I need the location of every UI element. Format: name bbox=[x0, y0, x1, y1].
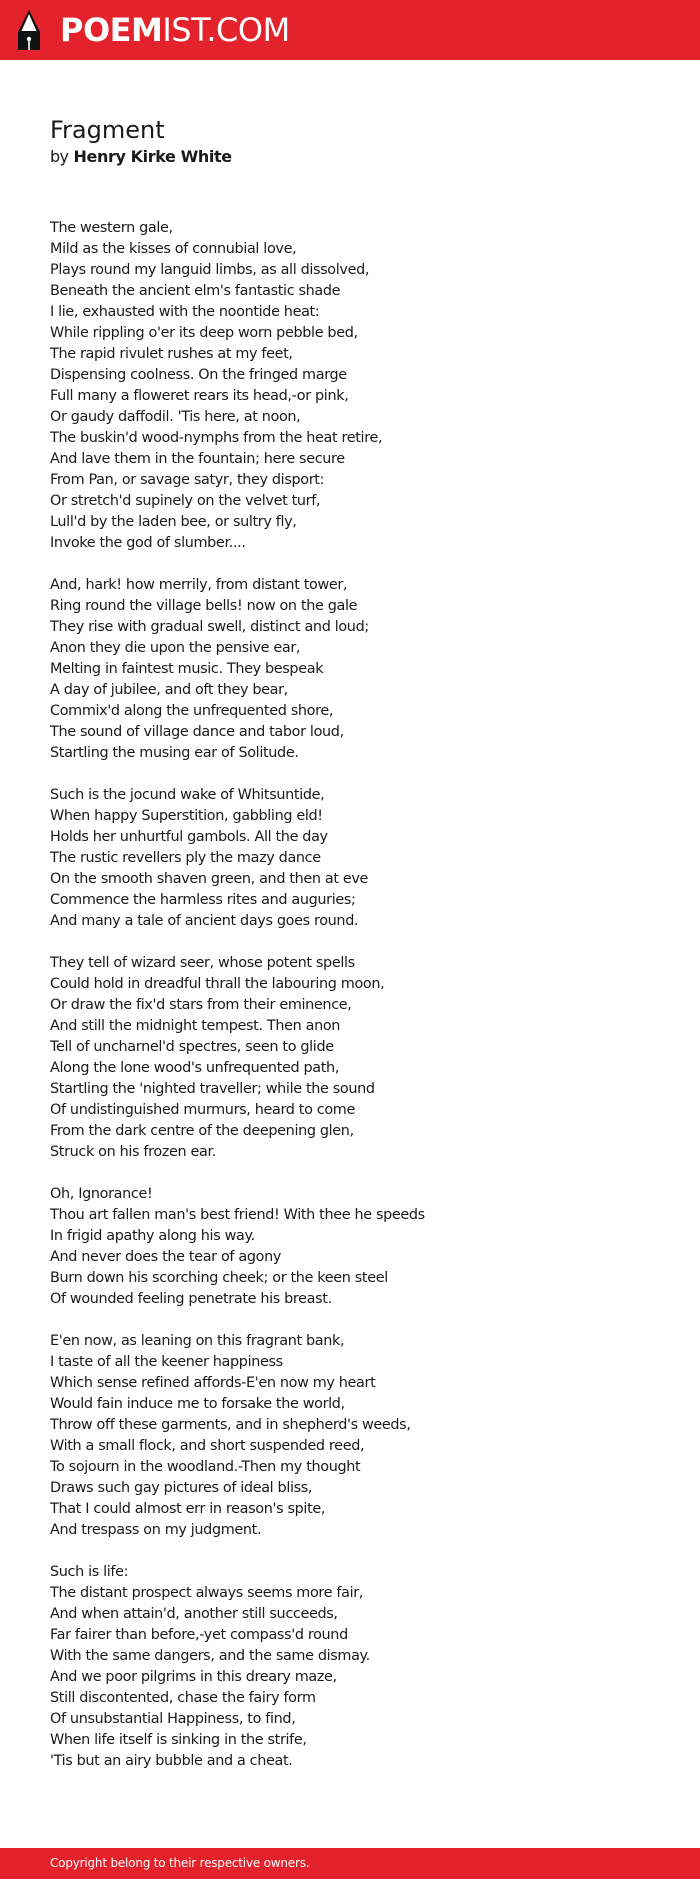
poem-line: Commix'd along the unfrequented shore, bbox=[50, 703, 334, 719]
poem-line: When happy Superstition, gabbling eld! bbox=[50, 808, 323, 824]
poem-line: Thou art fallen man's best friend! With thee he speeds bbox=[50, 1207, 425, 1223]
stanza bbox=[50, 1562, 670, 1772]
logo-text bbox=[60, 8, 290, 52]
poem-line: Such is life: bbox=[50, 1564, 129, 1580]
poem-line: When life itself is sinking in the strife, bbox=[50, 1732, 307, 1748]
poem-line: Would fain induce me to forsake the world, bbox=[50, 1396, 345, 1412]
pen-nib-icon bbox=[16, 8, 42, 52]
poem-line: Invoke the god of slumber.... bbox=[50, 535, 246, 551]
poem-line: The rapid rivulet rushes at my feet, bbox=[50, 346, 293, 362]
stanza bbox=[50, 1184, 670, 1310]
poem-line: The distant prospect always seems more fair, bbox=[50, 1585, 364, 1601]
poem-line: From the dark centre of the deepening glen, bbox=[50, 1123, 354, 1139]
poem-line: I lie, exhausted with the noontide heat: bbox=[50, 304, 320, 320]
poem-heading bbox=[50, 114, 650, 168]
poem-line: Oh, Ignorance! bbox=[50, 1186, 153, 1202]
copyright-notice: Copyright belong to their respective owners. bbox=[50, 1856, 310, 1870]
poem-line: Anon they die upon the pensive ear, bbox=[50, 640, 301, 656]
poem-line: Still discontented, chase the fairy form bbox=[50, 1690, 316, 1706]
poem-line: Holds her unhurtful gambols. All the day bbox=[50, 829, 328, 845]
poem-line: Draws such gay pictures of ideal bliss, bbox=[50, 1480, 313, 1496]
stanza bbox=[50, 1331, 670, 1541]
poem-line: 'Tis but an airy bubble and a cheat. bbox=[50, 1753, 293, 1769]
poem-line: While rippling o'er its deep worn pebble bed, bbox=[50, 325, 358, 341]
poem-line: The rustic revellers ply the mazy dance bbox=[50, 850, 321, 866]
poem-line: Far fairer than before,-yet compass'd round bbox=[50, 1627, 348, 1643]
poem-line: Full many a floweret rears its head,-or pink, bbox=[50, 388, 349, 404]
poem-line: And we poor pilgrims in this dreary maze, bbox=[50, 1669, 337, 1685]
poem-title: Fragment bbox=[50, 116, 165, 144]
by-label: by bbox=[50, 147, 69, 166]
poem-line: Such is the jocund wake of Whitsuntide, bbox=[50, 787, 325, 803]
site-logo[interactable] bbox=[16, 8, 290, 52]
site-header bbox=[0, 0, 700, 60]
poem-line: A day of jubilee, and oft they bear, bbox=[50, 682, 288, 698]
poem-line: And lave them in the fountain; here secure bbox=[50, 451, 345, 467]
poem-line: And many a tale of ancient days goes round. bbox=[50, 913, 359, 929]
poem-line: Lull'd by the laden bee, or sultry fly, bbox=[50, 514, 297, 530]
poem-line: Of undistinguished murmurs, heard to come bbox=[50, 1102, 355, 1118]
poem-line: I taste of all the keener happiness bbox=[50, 1354, 283, 1370]
poem-line: Of unsubstantial Happiness, to find, bbox=[50, 1711, 296, 1727]
poem-line: The western gale, bbox=[50, 220, 173, 236]
poem-line: The buskin'd wood-nymphs from the heat retire, bbox=[50, 430, 383, 446]
poem-line: Ring round the village bells! now on the gale bbox=[50, 598, 358, 614]
stanza bbox=[50, 575, 670, 764]
poem-line: Or draw the fix'd stars from their eminence, bbox=[50, 997, 352, 1013]
poem-line: Plays round my languid limbs, as all dissolved, bbox=[50, 262, 370, 278]
poem-line: Mild as the kisses of connubial love, bbox=[50, 241, 297, 257]
poem-line: Beneath the ancient elm's fantastic shade bbox=[50, 283, 341, 299]
poem-line: Struck on his frozen ear. bbox=[50, 1144, 216, 1160]
poem-line: Which sense refined affords-E'en now my heart bbox=[50, 1375, 376, 1391]
poem-line: The sound of village dance and tabor loud, bbox=[50, 724, 344, 740]
logo-text-light: IST.COM bbox=[162, 11, 290, 49]
poem-byline bbox=[50, 146, 650, 168]
poem-line: In frigid apathy along his way. bbox=[50, 1228, 255, 1244]
poem-line: With a small flock, and short suspended reed, bbox=[50, 1438, 365, 1454]
stanza bbox=[50, 953, 670, 1163]
poem-line: E'en now, as leaning on this fragrant bank, bbox=[50, 1333, 345, 1349]
poem-line: Or stretch'd supinely on the velvet turf, bbox=[50, 493, 321, 509]
stanza bbox=[50, 785, 670, 932]
poem-body bbox=[50, 218, 670, 1793]
poem-line: That I could almost err in reason's spite, bbox=[50, 1501, 326, 1517]
site-footer bbox=[0, 1848, 700, 1879]
poem-line: From Pan, or savage satyr, they disport: bbox=[50, 472, 325, 488]
poem-line: To sojourn in the woodland.-Then my thought bbox=[50, 1459, 361, 1475]
poem-line: Burn down his scorching cheek; or the keen steel bbox=[50, 1270, 388, 1286]
poem-line: And still the midnight tempest. Then anon bbox=[50, 1018, 341, 1034]
poem-line: And never does the tear of agony bbox=[50, 1249, 282, 1265]
poem-line: Commence the harmless rites and auguries; bbox=[50, 892, 356, 908]
stanza bbox=[50, 218, 670, 554]
poem-line: Along the lone wood's unfrequented path, bbox=[50, 1060, 340, 1076]
poem-line: And trespass on my judgment. bbox=[50, 1522, 262, 1538]
poem-line: They tell of wizard seer, whose potent spells bbox=[50, 955, 355, 971]
poem-line: With the same dangers, and the same dismay. bbox=[50, 1648, 370, 1664]
author-name: Henry Kirke White bbox=[73, 147, 232, 166]
poem-line: They rise with gradual swell, distinct and loud; bbox=[50, 619, 369, 635]
poem-line: Tell of uncharnel'd spectres, seen to glide bbox=[50, 1039, 334, 1055]
poem-line: Melting in faintest music. They bespeak bbox=[50, 661, 324, 677]
poem-line: Startling the 'nighted traveller; while the sound bbox=[50, 1081, 375, 1097]
poem-line: Of wounded feeling penetrate his breast. bbox=[50, 1291, 332, 1307]
poem-line: Throw off these garments, and in shepherd's weeds, bbox=[50, 1417, 411, 1433]
poem-line: Could hold in dreadful thrall the labouring moon, bbox=[50, 976, 385, 992]
poem-line: And, hark! how merrily, from distant tower, bbox=[50, 577, 348, 593]
poem-line: Or gaudy daffodil. 'Tis here, at noon, bbox=[50, 409, 301, 425]
logo-text-bold: POEM bbox=[60, 11, 163, 49]
poem-line: And when attain'd, another still succeeds, bbox=[50, 1606, 338, 1622]
poem-line: Startling the musing ear of Solitude. bbox=[50, 745, 299, 761]
poem-line: Dispensing coolness. On the fringed marge bbox=[50, 367, 347, 383]
poem-line: On the smooth shaven green, and then at eve bbox=[50, 871, 369, 887]
